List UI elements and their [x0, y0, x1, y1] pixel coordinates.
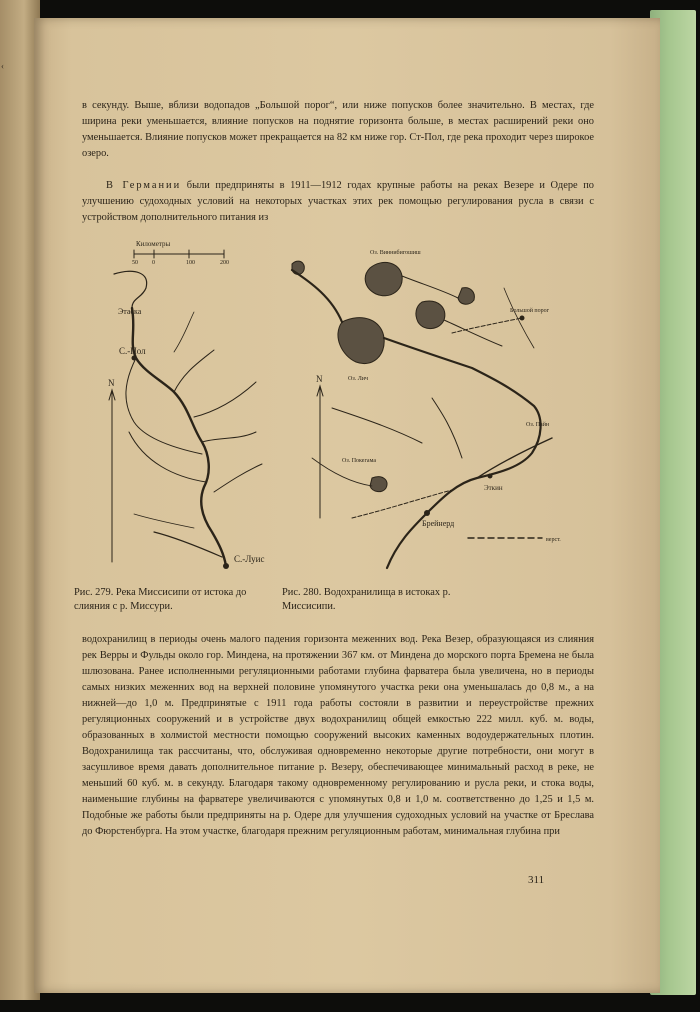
place-label: С.-Пол: [119, 346, 146, 356]
place-label: Брейнерд: [422, 519, 455, 528]
scale-label: верст.: [546, 537, 561, 543]
scale-tick: 0: [152, 260, 155, 266]
paragraph-2: [82, 178, 594, 226]
scale-tick: 50: [132, 260, 138, 266]
north-label: N: [316, 374, 323, 384]
lake-label: Оз. Покегама: [342, 458, 377, 464]
north-label: N: [108, 378, 115, 388]
book-page: [34, 18, 660, 993]
figure-279-caption: Рис. 279. Река Миссисипи от истока до слияния с р. Миссури.: [74, 587, 247, 612]
place-label: Этаска: [118, 307, 142, 316]
figure-280-map: [272, 228, 562, 573]
figure-280-caption: Рис. 280. Водохранилища в истоках р. Миссисипи.: [282, 587, 451, 612]
scale-label: Километры: [136, 240, 171, 248]
lake-label: Оз. Лич: [348, 376, 369, 382]
place-label: С.-Луис: [234, 554, 265, 564]
scale-tick: 200: [220, 260, 229, 266]
page-number: 311: [528, 874, 545, 886]
paragraph-2-text: были предприняты в 1911—1912 годах крупные работы на реках Везере и Одере по улучшению судоходных условий на некоторых участках этих рек помощью регулирования русла в связи с устройством дополнительного питания из: [82, 180, 594, 223]
paragraph-3: водохранилищ в периоды очень малого падения горизонта меженних вод. Река Везер, образующаяся из слияния рек Верры и Фульды около гор. Миндена, на протяжении 367 км. от Миндена до морского порта Бремена не была шлюзована. Ранее исполненными регуляционными работами глубина фарватера была увеличена, но в периоды самых низких меженних вод на верхней половине упомянутого участка реки она уменьшалась до 0,8 м., а на нижней—до 1,0 м. Предпринятые с 1911 года работы состояли в развитии и переустройстве прежних регуляционных сооружений и в устройстве двух водохранилищ общей емкостью 222 милл. куб. м. воды, образованных в холмистой местности помощью сооружений высоких каменных водоудержательных плотин. Водохранилища так рассчитаны, что, обслуживая одновременно некоторые другие потребности, они могут в засушливое время давать дополнительное питание р. Везеру, обеспечивающее минимальный расход в реке, не меньший 60 куб. м. в секунду. Благодаря такому одновременному регулированию и русла реки, и стока воды, наименьшие глубины на фарватере увеличиваются с упомянутых 0,8 и 1,0 м. соответственно до 1,25 и 1,5 м. Подобные же работы были предприняты на р. Одере для улучшения судоходных условий на участке от Бреслава до Фюрстенбурга. На этом участке, благодаря прежним регуляционным работам, минимальная глубина при: [82, 634, 594, 837]
scale-tick: 100: [186, 260, 195, 266]
figure-279-map: [74, 232, 279, 582]
lake-label: Оз. Пайн: [526, 422, 550, 428]
adjacent-left-page: ‹: [0, 0, 40, 1000]
place-label: Эткин: [484, 484, 503, 492]
paragraph-1: в секунду. Выше, вблизи водопадов „Большой порог“, или ниже попусков более значительно. В местах, где ширина реки уменьшается, влияние попусков на поднятие горизонта больше, в местах расширений реки оно уменьшается. Влияние попусков может прекращается на 82 км ниже гор. Ст-Пол, где река проходит через широкое озеро.: [82, 100, 594, 159]
spaced-term: В Германии: [106, 180, 182, 191]
lake-label: Оз. Виннибигошиш: [370, 250, 421, 256]
place-label: Большой порог: [510, 308, 550, 314]
